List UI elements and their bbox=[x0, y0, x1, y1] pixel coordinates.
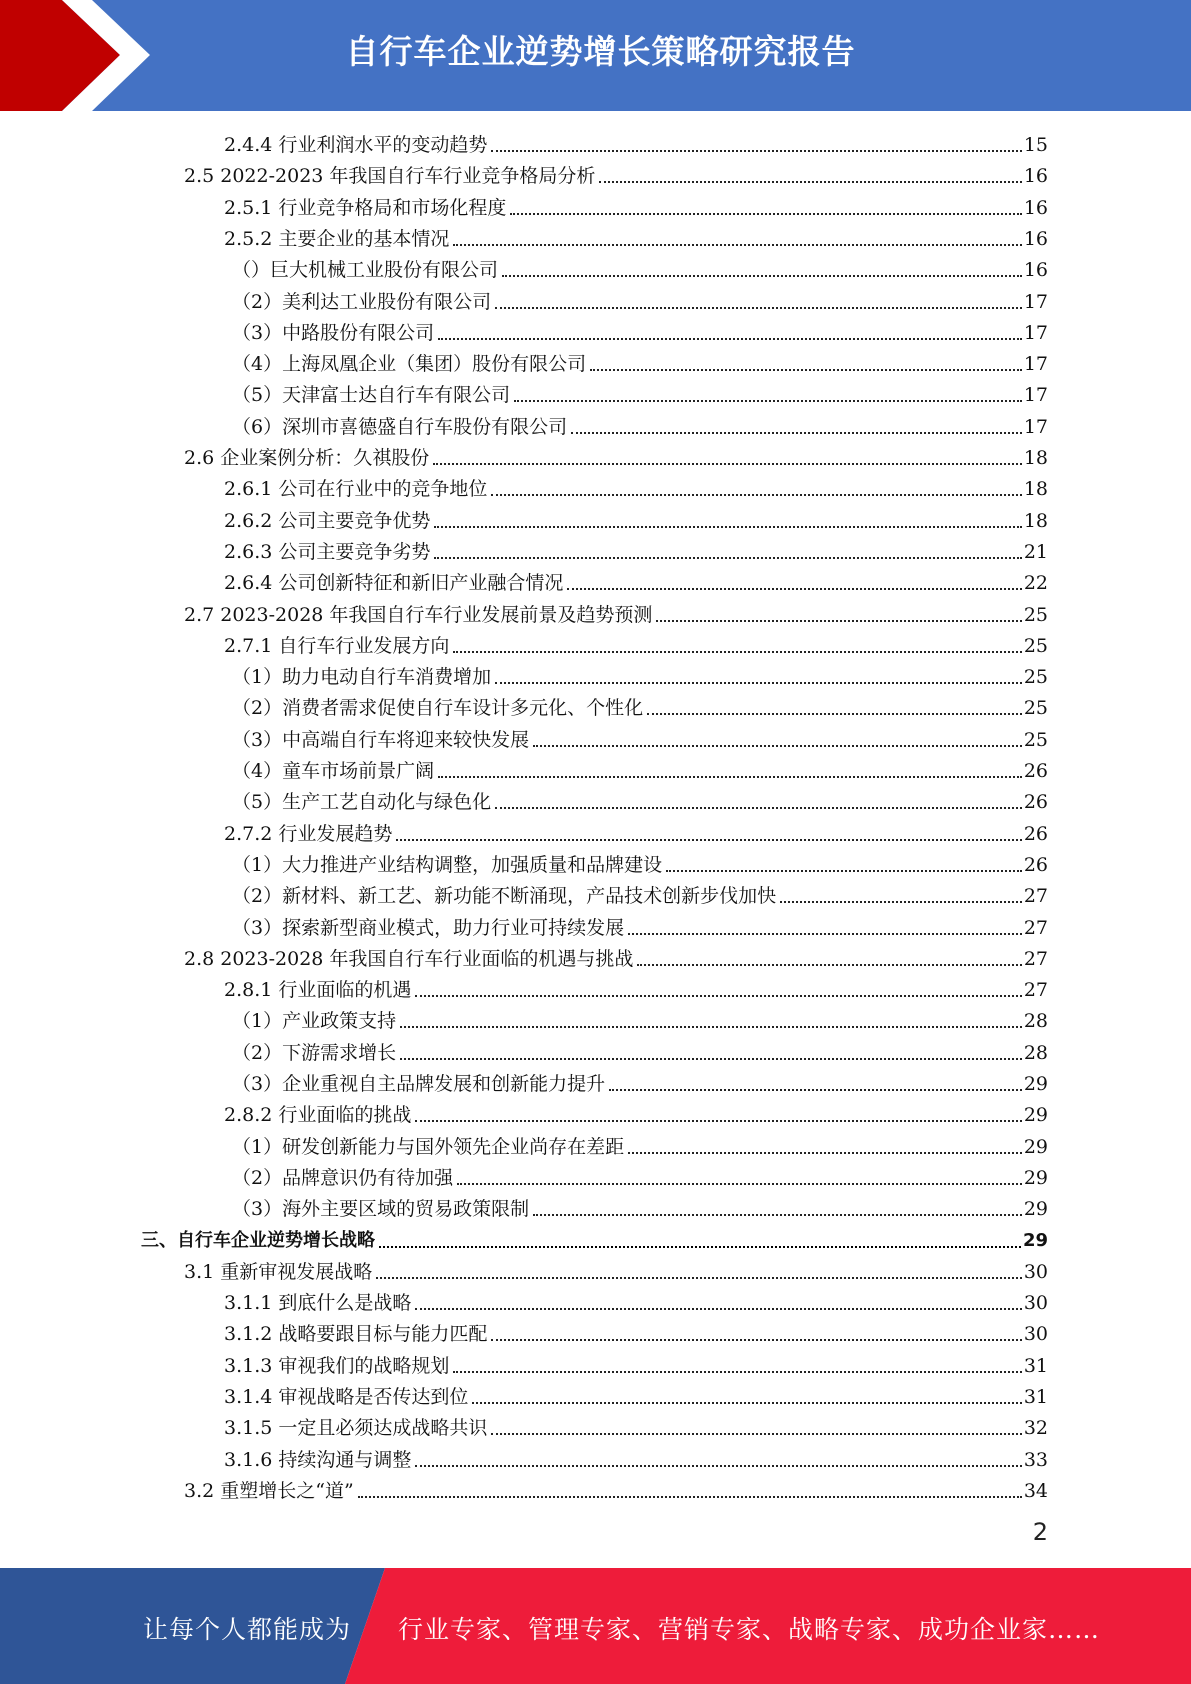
toc-dot-leader bbox=[567, 588, 1021, 590]
toc-entry-title: （3）探索新型商业模式，助力行业可持续发展 bbox=[232, 916, 625, 939]
toc-entry-title: （3）中高端自行车将迎来较快发展 bbox=[232, 728, 530, 751]
toc-entry-title: （2）消费者需求促使自行车设计多元化、个性化 bbox=[232, 697, 644, 720]
toc-entry[interactable] bbox=[224, 565, 1048, 596]
toc-entry[interactable] bbox=[224, 534, 1048, 565]
toc-entry[interactable] bbox=[224, 816, 1048, 847]
toc-entry[interactable] bbox=[224, 1316, 1048, 1347]
toc-entry-title: 2.7 2023-2028 年我国自行车行业发展前景及趋势预测 bbox=[184, 603, 653, 626]
page-header bbox=[0, 0, 1191, 111]
toc-dot-leader bbox=[491, 494, 1021, 496]
toc-entry-page: 17 bbox=[1023, 415, 1048, 438]
toc-entry-page: 33 bbox=[1023, 1448, 1048, 1471]
toc-entry-title: 三、自行车企业逆势增长战略 bbox=[141, 1229, 375, 1251]
toc-entry-title: （1）研发创新能力与国外领先企业尚存在差距 bbox=[232, 1135, 625, 1158]
toc-dot-leader bbox=[599, 181, 1021, 183]
toc-entry-page: 30 bbox=[1023, 1323, 1048, 1346]
toc-dot-leader bbox=[415, 995, 1021, 997]
toc-entry[interactable] bbox=[232, 284, 1048, 315]
toc-entry-title: （）巨大机械工业股份有限公司 bbox=[232, 259, 499, 282]
toc-entry-page: 31 bbox=[1023, 1386, 1048, 1408]
toc-entry-page: 28 bbox=[1023, 1010, 1048, 1033]
toc-dot-leader bbox=[438, 338, 1022, 340]
toc-dot-leader bbox=[415, 1465, 1021, 1467]
toc-dot-leader bbox=[434, 557, 1021, 559]
toc-dot-leader bbox=[415, 1120, 1021, 1122]
toc-dot-leader bbox=[415, 1308, 1021, 1310]
toc-dot-leader bbox=[637, 964, 1021, 966]
footer-slogan-right: 行业专家、管理专家、营销专家、战略专家、成功企业家…… bbox=[398, 1615, 1101, 1644]
toc-entry-page: 29 bbox=[1023, 1073, 1048, 1095]
toc-entry-title: 2.5.1 行业竞争格局和市场化程度 bbox=[224, 196, 507, 219]
toc-entry-page: 21 bbox=[1023, 540, 1048, 563]
toc-dot-leader bbox=[433, 463, 1022, 465]
toc-entry-page: 32 bbox=[1023, 1417, 1048, 1440]
toc-entry[interactable] bbox=[232, 1191, 1048, 1222]
toc-dot-leader bbox=[510, 213, 1021, 215]
toc-entry-title: 2.6 企业案例分析：久祺股份 bbox=[184, 447, 430, 469]
toc-entry-page: 26 bbox=[1023, 822, 1048, 845]
toc-entry[interactable] bbox=[224, 628, 1048, 659]
toc-entry[interactable] bbox=[232, 910, 1048, 941]
toc-dot-leader bbox=[400, 1058, 1022, 1060]
toc-dot-leader bbox=[533, 1214, 1022, 1216]
toc-entry-page: 17 bbox=[1023, 321, 1048, 344]
toc-dot-leader bbox=[434, 526, 1021, 528]
toc-entry-title: （2）品牌意识仍有待加强 bbox=[232, 1166, 454, 1189]
toc-entry-title: 2.8.2 行业面临的挑战 bbox=[224, 1104, 412, 1127]
toc-dot-leader bbox=[495, 682, 1022, 684]
toc-entry-title: 3.1.5 一定且必须达成战略共识 bbox=[224, 1417, 488, 1440]
toc-entry[interactable] bbox=[232, 878, 1048, 909]
toc-entry-title: 3.1.3 审视我们的战略规划 bbox=[224, 1354, 450, 1377]
toc-entry-page: 26 bbox=[1023, 853, 1048, 876]
toc-dot-leader bbox=[472, 1402, 1021, 1404]
toc-entry-page: 25 bbox=[1023, 666, 1048, 689]
toc-entry[interactable] bbox=[232, 1160, 1048, 1191]
toc-dot-leader bbox=[628, 1152, 1022, 1154]
toc-dot-leader bbox=[514, 400, 1022, 402]
toc-entry-title: （5）生产工艺自动化与绿色化 bbox=[232, 791, 492, 814]
toc-entry-page: 25 bbox=[1023, 603, 1048, 626]
toc-entry[interactable] bbox=[232, 1035, 1048, 1066]
toc-entry[interactable] bbox=[184, 1254, 1048, 1285]
toc-entry-page: 17 bbox=[1023, 384, 1048, 407]
toc-entry-page: 18 bbox=[1023, 478, 1048, 501]
toc-entry-page: 15 bbox=[1023, 134, 1048, 156]
toc-entry-title: 3.1.2 战略要跟目标与能力匹配 bbox=[224, 1323, 488, 1346]
toc-entry-title: 2.4.4 行业利润水平的变动趋势 bbox=[224, 134, 488, 156]
toc-dot-leader bbox=[438, 776, 1022, 778]
toc-entry-title: 3.1.1 到底什么是战略 bbox=[224, 1292, 412, 1315]
toc-entry-title: 2.6.4 公司创新特征和新旧产业融合情况 bbox=[224, 572, 564, 595]
toc-dot-leader bbox=[666, 870, 1022, 872]
toc-entry-title: 2.7.2 行业发展趋势 bbox=[224, 822, 393, 845]
toc-entry[interactable] bbox=[224, 190, 1048, 221]
toc-entry-title: 2.8 2023-2028 年我国自行车行业面临的机遇与挑战 bbox=[184, 947, 634, 970]
toc-dot-leader bbox=[453, 1371, 1021, 1373]
page-footer bbox=[0, 1568, 1191, 1684]
toc-entry-page: 18 bbox=[1023, 447, 1048, 469]
toc-dot-leader bbox=[379, 1246, 1021, 1248]
toc-entry[interactable] bbox=[232, 346, 1048, 377]
toc-dot-leader bbox=[396, 839, 1021, 841]
toc-dot-leader bbox=[491, 1339, 1021, 1341]
toc-entry[interactable] bbox=[232, 1066, 1048, 1097]
toc-entry[interactable] bbox=[184, 440, 1048, 471]
toc-entry-title: 2.8.1 行业面临的机遇 bbox=[224, 979, 412, 1002]
toc-entry-page: 29 bbox=[1023, 1198, 1048, 1221]
toc-entry[interactable] bbox=[232, 722, 1048, 753]
toc-entry[interactable] bbox=[232, 659, 1048, 690]
toc-entry[interactable] bbox=[232, 377, 1048, 408]
toc-dot-leader bbox=[453, 651, 1021, 653]
toc-entry[interactable] bbox=[141, 1223, 1048, 1254]
toc-dot-leader bbox=[358, 1496, 1022, 1498]
toc-entry-page: 26 bbox=[1023, 791, 1048, 814]
toc-entry-page: 18 bbox=[1023, 509, 1048, 532]
toc-entry[interactable] bbox=[232, 847, 1048, 878]
toc-entry-page: 16 bbox=[1023, 227, 1048, 250]
toc-entry-title: （5）天津富士达自行车有限公司 bbox=[232, 384, 511, 407]
toc-entry-page: 31 bbox=[1023, 1354, 1048, 1377]
toc-entry[interactable] bbox=[224, 471, 1048, 502]
toc-entry-page: 30 bbox=[1023, 1260, 1048, 1283]
toc-dot-leader bbox=[656, 620, 1021, 622]
toc-entry-page: 25 bbox=[1023, 728, 1048, 751]
toc-dot-leader bbox=[491, 1433, 1021, 1435]
toc-entry-title: 2.6.3 公司主要竞争劣势 bbox=[224, 540, 431, 563]
toc-entry[interactable] bbox=[232, 409, 1048, 440]
toc-entry[interactable] bbox=[232, 252, 1048, 283]
page-number: 2 bbox=[1032, 1518, 1048, 1546]
toc-entry[interactable] bbox=[224, 972, 1048, 1003]
toc-entry[interactable] bbox=[224, 1348, 1048, 1379]
toc-entry[interactable] bbox=[224, 127, 1048, 158]
toc-entry-page: 29 bbox=[1023, 1166, 1048, 1189]
toc-dot-leader bbox=[457, 1183, 1022, 1185]
toc-dot-leader bbox=[491, 150, 1021, 152]
toc-dot-leader bbox=[590, 369, 1022, 371]
toc-dot-leader bbox=[628, 933, 1022, 935]
toc-entry[interactable] bbox=[224, 1379, 1048, 1410]
toc-entry-title: （6）深圳市喜德盛自行车股份有限公司 bbox=[232, 415, 568, 438]
toc-entry-page: 22 bbox=[1023, 572, 1048, 595]
toc-entry[interactable] bbox=[224, 503, 1048, 534]
toc-entry[interactable] bbox=[224, 221, 1048, 252]
toc-entry[interactable] bbox=[232, 784, 1048, 815]
toc-entry-title: 3.1 重新审视发展战略 bbox=[184, 1260, 373, 1283]
toc-dot-leader bbox=[780, 901, 1022, 903]
toc-entry-title: （4）上海凤凰企业（集团）股份有限公司 bbox=[232, 353, 587, 376]
toc-entry[interactable] bbox=[184, 158, 1048, 189]
toc-dot-leader bbox=[453, 244, 1021, 246]
toc-dot-leader bbox=[376, 1277, 1022, 1279]
toc-entry-title: （1）产业政策支持 bbox=[232, 1010, 397, 1033]
toc-entry-page: 17 bbox=[1023, 353, 1048, 376]
toc-entry-title: 3.2 重塑增长之“道” bbox=[184, 1479, 354, 1502]
toc-entry-page: 27 bbox=[1023, 979, 1048, 1002]
toc-entry-page: 26 bbox=[1023, 760, 1048, 782]
toc-dot-leader bbox=[571, 432, 1022, 434]
toc-dot-leader bbox=[533, 745, 1022, 747]
toc-entry-page: 30 bbox=[1023, 1292, 1048, 1315]
toc-entry-title: 2.6.1 公司在行业中的竞争地位 bbox=[224, 478, 488, 501]
header-title: 自行车企业逆势增长策略研究报告 bbox=[345, 32, 856, 71]
toc-entry-page: 25 bbox=[1023, 634, 1048, 657]
toc-entry-page: 27 bbox=[1023, 916, 1048, 939]
toc-entry-title: 2.5.2 主要企业的基本情况 bbox=[224, 227, 450, 250]
toc-entry-page: 17 bbox=[1023, 290, 1048, 313]
toc-entry-title: （2）新材料、新工艺、新功能不断涌现，产品技术创新步伐加快 bbox=[232, 885, 777, 908]
toc-dot-leader bbox=[495, 307, 1022, 309]
footer-slogan-left: 让每个人都能成为 bbox=[143, 1615, 352, 1644]
toc-entry[interactable] bbox=[232, 1003, 1048, 1034]
toc-entry-title: （3）海外主要区域的贸易政策限制 bbox=[232, 1198, 530, 1221]
toc-entry-page: 16 bbox=[1023, 259, 1048, 282]
toc-entry-page: 29 bbox=[1022, 1229, 1048, 1251]
toc-dot-leader bbox=[400, 1026, 1022, 1028]
toc-entry[interactable] bbox=[232, 1129, 1048, 1160]
toc-entry[interactable] bbox=[224, 1410, 1048, 1441]
toc-entry-page: 29 bbox=[1023, 1135, 1048, 1158]
toc-entry[interactable] bbox=[224, 1285, 1048, 1316]
toc-entry-page: 16 bbox=[1023, 196, 1048, 219]
toc-entry-page: 28 bbox=[1023, 1041, 1048, 1064]
toc-entry[interactable] bbox=[232, 753, 1048, 784]
toc-entry-title: 3.1.6 持续沟通与调整 bbox=[224, 1448, 412, 1471]
toc-dot-leader bbox=[647, 713, 1022, 715]
toc-entry-page: 16 bbox=[1023, 165, 1048, 188]
toc-entry-page: 27 bbox=[1023, 885, 1048, 908]
toc-entry-title: 2.7.1 自行车行业发展方向 bbox=[224, 634, 450, 657]
toc-entry-title: 2.6.2 公司主要竞争优势 bbox=[224, 509, 431, 532]
toc-entry[interactable] bbox=[232, 315, 1048, 346]
toc-entry-page: 29 bbox=[1023, 1104, 1048, 1127]
toc-entry-title: （1）助力电动自行车消费增加 bbox=[232, 666, 492, 689]
toc-entry[interactable] bbox=[184, 941, 1048, 972]
toc-entry[interactable] bbox=[224, 1097, 1048, 1128]
toc-dot-leader bbox=[495, 807, 1022, 809]
toc-entry[interactable] bbox=[184, 597, 1048, 628]
toc-entry-page: 34 bbox=[1023, 1479, 1048, 1502]
toc-entry[interactable] bbox=[232, 690, 1048, 721]
toc-entry[interactable] bbox=[184, 1473, 1048, 1504]
toc-entry-page: 25 bbox=[1023, 697, 1048, 720]
toc-dot-leader bbox=[609, 1089, 1022, 1091]
toc-entry-title: （3）企业重视自主品牌发展和创新能力提升 bbox=[232, 1073, 606, 1095]
toc-entry-title: （2）美利达工业股份有限公司 bbox=[232, 290, 492, 313]
toc-dot-leader bbox=[502, 275, 1022, 277]
toc-entry-title: （2）下游需求增长 bbox=[232, 1041, 397, 1064]
toc-entry-title: （3）中路股份有限公司 bbox=[232, 321, 435, 344]
toc-entry-title: 3.1.4 审视战略是否传达到位 bbox=[224, 1386, 469, 1408]
toc-entry[interactable] bbox=[224, 1442, 1048, 1473]
toc-entry-title: （4）童车市场前景广阔 bbox=[232, 760, 435, 782]
toc-entry-title: （1）大力推进产业结构调整，加强质量和品牌建设 bbox=[232, 853, 663, 876]
toc-entry-page: 27 bbox=[1023, 947, 1048, 970]
toc-entry-title: 2.5 2022-2023 年我国自行车行业竞争格局分析 bbox=[184, 165, 596, 188]
